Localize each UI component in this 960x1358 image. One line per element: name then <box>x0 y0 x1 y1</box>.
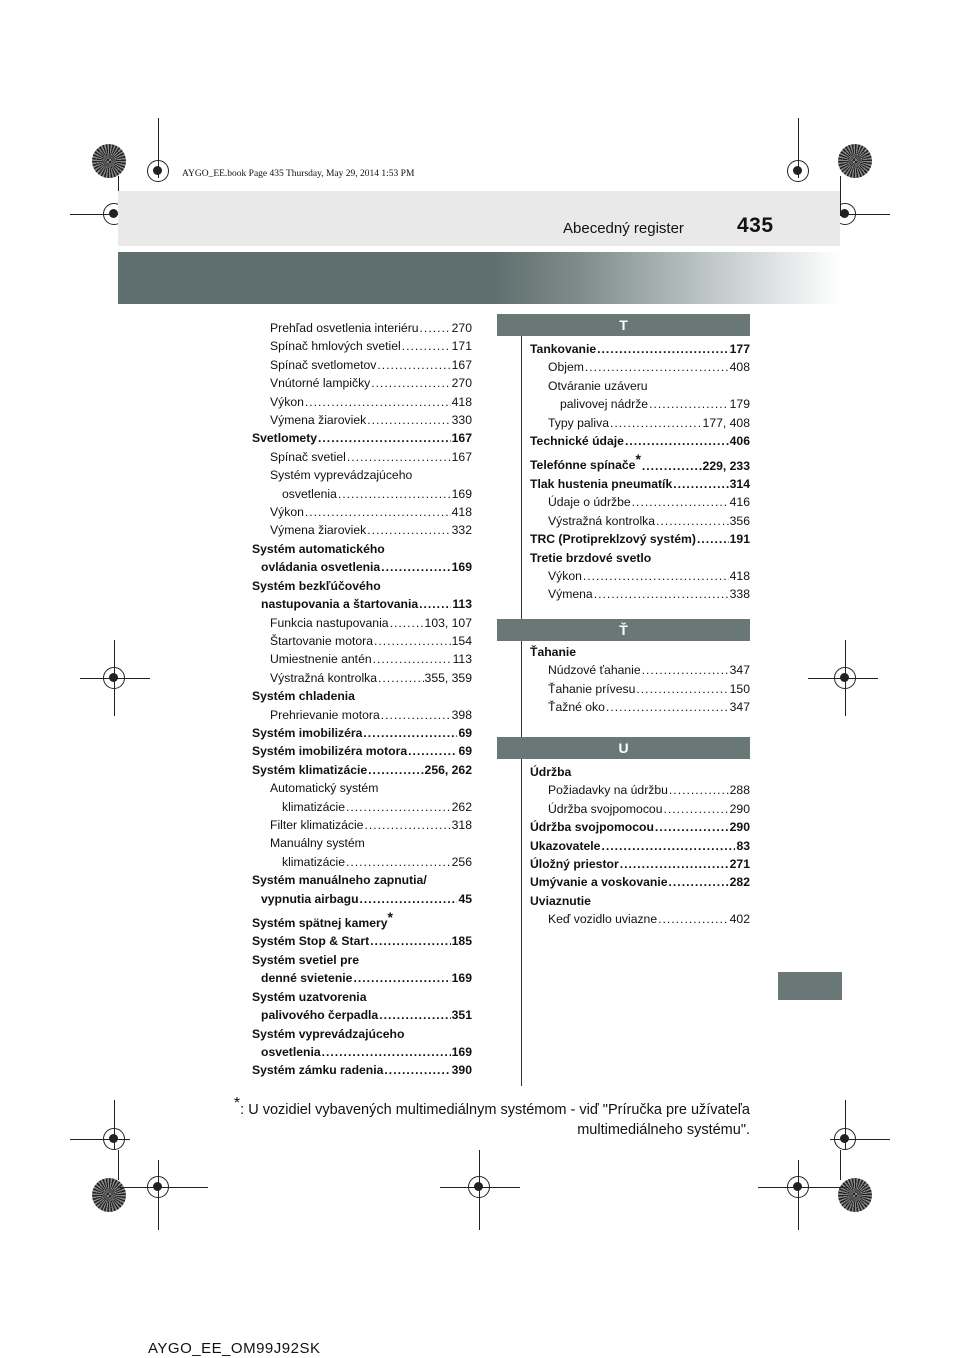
index-entry-page: 256, 262 <box>424 762 472 777</box>
index-entry <box>530 910 750 928</box>
dot-leader <box>346 853 451 871</box>
index-entry <box>530 818 750 836</box>
index-entry-page: 288 <box>729 783 750 798</box>
index-entry-text: Výmena žiaroviek <box>270 523 367 538</box>
dot-leader <box>649 395 729 413</box>
dot-leader <box>585 358 729 376</box>
dot-leader <box>597 340 729 358</box>
index-entry-text: Údržba svojpomocou <box>530 820 654 835</box>
index-entry-text: palivovej nádrže <box>560 397 649 412</box>
index-entry-page: 177, 408 <box>702 415 750 430</box>
index-entry-page: 390 <box>451 1063 472 1078</box>
index-entry-text: Ťahanie <box>530 645 577 659</box>
index-entry-text: Tlak hustenia pneumatík <box>530 476 673 491</box>
index-entry <box>252 521 472 539</box>
index-entry <box>252 853 472 871</box>
index-entry-text: denné svietenie <box>261 971 353 986</box>
index-entry-text: Systém vyprevádzajúceho <box>270 468 413 483</box>
index-entry-text: Spínač hmlových svetiel <box>270 339 401 354</box>
index-entry-page: 83 <box>736 838 750 853</box>
index-entry-text: Systém vyprevádzajúceho <box>252 1026 405 1041</box>
index-entry-text: Filter klimatizácie <box>270 817 364 832</box>
dot-leader <box>346 798 451 816</box>
index-entry-page: 177 <box>729 342 750 356</box>
index-entry <box>252 951 472 969</box>
index-entry-text: Údržba <box>530 765 572 779</box>
index-entry-page: 332 <box>451 523 472 538</box>
index-entry-text: palivového čerpadla <box>261 1008 379 1023</box>
dot-leader <box>370 932 450 950</box>
dot-leader <box>381 558 450 576</box>
index-entry-page: 338 <box>729 587 750 602</box>
index-entry-page: 167 <box>451 357 472 372</box>
index-entry <box>252 393 472 411</box>
index-entry-text: Údržba svojpomocou <box>548 801 663 816</box>
dot-leader <box>636 680 728 698</box>
dot-leader <box>353 969 450 987</box>
dot-leader <box>402 337 451 355</box>
index-entry <box>252 466 472 484</box>
index-entry-page: 171 <box>451 339 472 354</box>
index-entry-page: 290 <box>729 801 750 816</box>
index-entry <box>530 585 750 603</box>
index-entry <box>252 429 472 447</box>
dot-leader <box>379 1006 450 1024</box>
dot-leader <box>381 706 451 724</box>
index-entry-page: 347 <box>729 700 750 715</box>
index-entry-text: Núdzové ťahanie <box>548 663 641 678</box>
index-entry-page: 167 <box>451 449 472 464</box>
index-entry <box>530 414 750 432</box>
dot-leader <box>322 1043 451 1061</box>
index-entry-text: Systém zámku radenia <box>252 1063 384 1078</box>
index-entry-text: Otváranie uzáveru <box>548 378 648 393</box>
index-entry-text: Manuálny systém <box>270 836 365 851</box>
index-entry-page: 256 <box>451 854 472 869</box>
index-entry <box>252 1025 472 1043</box>
index-entry-text: Systém imobilizéra motora <box>252 744 408 759</box>
index-entry-page: 356 <box>729 513 750 528</box>
page-number: 435 <box>737 214 774 237</box>
index-entry <box>530 549 750 567</box>
index-entry-text: Ťahanie prívesu <box>548 681 636 696</box>
dot-leader <box>377 356 450 374</box>
index-entry <box>530 873 750 891</box>
index-entry <box>252 932 472 950</box>
index-entry-text: Objem <box>548 360 584 375</box>
index-entry-text: Systém svetiel pre <box>252 952 360 967</box>
index-entry-page: 416 <box>729 495 750 510</box>
index-entry-page: 418 <box>451 505 472 520</box>
index-entry-text: Výstražná kontrolka <box>548 513 656 528</box>
registration-hatch-icon <box>92 1178 126 1212</box>
dot-leader <box>601 837 735 855</box>
index-entry <box>252 1043 472 1061</box>
index-entry <box>530 661 750 679</box>
index-entry-page: 262 <box>451 799 472 814</box>
index-entry <box>252 988 472 1006</box>
index-entry <box>530 892 750 910</box>
dot-leader <box>390 614 424 632</box>
index-section-u <box>530 763 750 929</box>
index-entry <box>252 650 472 668</box>
dot-leader <box>364 816 450 834</box>
index-entry-page: 69 <box>458 725 472 740</box>
index-entry-text: Automatický systém <box>270 781 379 796</box>
index-entry-page: 408 <box>729 360 750 375</box>
footnote-line-2: multimediálneho systému". <box>577 1121 750 1138</box>
index-entry-page: 179 <box>729 397 750 412</box>
header-gradient-bar <box>118 252 840 304</box>
index-entry <box>530 530 750 548</box>
dot-leader <box>420 319 451 337</box>
index-entry-text: vypnutia airbagu <box>261 891 359 906</box>
index-entry <box>252 816 472 834</box>
dot-leader <box>620 855 729 873</box>
index-entry <box>252 374 472 392</box>
index-entry-text: Systém automatického <box>252 541 385 556</box>
dot-leader <box>305 503 451 521</box>
index-entry-page: 402 <box>729 912 750 927</box>
section-header-t-caron: Ť <box>497 619 750 641</box>
index-entry <box>530 340 750 358</box>
index-entry-text: TRC (Protipreklzový systém) <box>530 532 696 547</box>
index-entry <box>252 890 472 908</box>
dot-leader <box>610 414 702 432</box>
index-entry-page: 351 <box>451 1008 472 1023</box>
index-entry-text: Systém klimatizácie <box>252 762 368 777</box>
index-entry-text: Systém bezkľúčového <box>252 578 381 593</box>
index-entry-text: Svetlomety <box>252 431 318 446</box>
index-entry-page: 418 <box>729 568 750 583</box>
index-entry <box>252 1061 472 1079</box>
index-entry <box>252 503 472 521</box>
index-entry <box>530 358 750 376</box>
index-entry-page: 398 <box>451 707 472 722</box>
index-entry <box>252 319 472 337</box>
footnote-marker: * <box>233 1095 241 1112</box>
dot-leader <box>658 910 729 928</box>
footnote <box>200 1094 750 1140</box>
index-entry-text: Spínač svetiel <box>270 449 346 464</box>
index-entry <box>252 871 472 889</box>
index-entry-text: Keď vozidlo uviazne <box>548 912 658 927</box>
index-entry <box>530 493 750 511</box>
index-entry <box>252 485 472 503</box>
index-entry-text: Výmena žiaroviek <box>270 413 367 428</box>
index-entry-page: 69 <box>458 744 472 759</box>
dot-leader <box>367 411 450 429</box>
index-entry <box>530 680 750 698</box>
index-entry-text: Telefónne spínače* <box>530 451 641 473</box>
dot-leader <box>673 475 728 493</box>
index-entry-text: Ukazovatele <box>530 838 601 853</box>
index-entry <box>530 698 750 716</box>
dot-leader <box>374 632 451 650</box>
index-entry <box>252 411 472 429</box>
index-entry-page: 314 <box>729 476 750 491</box>
dot-leader <box>642 457 702 475</box>
dot-leader <box>583 567 729 585</box>
index-entry <box>252 356 472 374</box>
index-entry <box>252 761 472 779</box>
index-entry-text: Technické údaje <box>530 434 624 449</box>
index-entry-page: 355, 359 <box>424 670 472 685</box>
dot-leader <box>378 669 424 687</box>
index-entry-text: Tankovanie <box>530 342 597 356</box>
index-entry-page: 347 <box>729 663 750 678</box>
index-entry-page: 229, 233 <box>702 458 750 473</box>
index-entry-text: Umývanie a voskovanie <box>530 875 668 890</box>
index-entry <box>252 337 472 355</box>
section-header-u: U <box>497 737 750 759</box>
dot-leader <box>384 1061 450 1079</box>
index-entry <box>252 558 472 576</box>
index-entry-text: Výkon <box>270 394 304 409</box>
index-entry <box>530 837 750 855</box>
dot-leader <box>594 585 729 603</box>
index-entry-text: Štartovanie motora <box>270 633 373 648</box>
index-entry-page: 113 <box>452 597 472 612</box>
index-entry-text: nastupovania a štartovania <box>261 597 419 612</box>
dot-leader <box>606 698 729 716</box>
page-title: Abecedný register <box>563 220 684 237</box>
index-entry <box>252 834 472 852</box>
dot-leader <box>669 873 729 891</box>
index-entry-text: Výkon <box>548 568 582 583</box>
index-entry <box>252 614 472 632</box>
index-entry-text: Výmena <box>548 587 593 602</box>
index-entry-text: ovládania osvetlenia <box>261 560 381 575</box>
index-entry-page: 406 <box>729 434 750 449</box>
index-section-t-caron <box>530 643 750 717</box>
index-entry <box>530 800 750 818</box>
index-entry-text: osvetlenia <box>261 1044 321 1059</box>
index-entry <box>252 595 472 613</box>
index-entry-page: 169 <box>451 971 472 986</box>
index-entry-page: 290 <box>729 820 750 835</box>
column-divider <box>521 314 522 1086</box>
dot-leader <box>642 661 729 679</box>
dot-leader <box>408 742 457 760</box>
index-entry-text: Uviaznutie <box>530 893 591 908</box>
index-entry-page: 270 <box>451 376 472 391</box>
index-section-t <box>530 340 750 604</box>
index-entry <box>252 908 472 932</box>
dot-leader <box>655 818 729 836</box>
index-entry-text: Výstražná kontrolka <box>270 670 378 685</box>
index-entry <box>252 540 472 558</box>
registration-hatch-icon <box>92 144 126 178</box>
index-entry <box>530 567 750 585</box>
thumb-index-tab <box>778 972 842 1000</box>
footnote-line-1: : U vozidiel vybavených multimediálnym systémom - viď "Príručka pre užívateľa <box>240 1101 750 1118</box>
index-column-left <box>252 319 472 1080</box>
index-entry-text: klimatizácie <box>282 854 345 869</box>
index-entry-page: 169 <box>451 560 472 575</box>
dot-leader <box>373 650 452 668</box>
index-entry-text: Systém manuálneho zapnutia/ <box>252 873 427 888</box>
index-entry-page: 282 <box>729 875 750 890</box>
dot-leader <box>669 781 729 799</box>
dot-leader <box>371 374 450 392</box>
index-entry <box>530 855 750 873</box>
index-entry-text: Spínač svetlometov <box>270 357 377 372</box>
index-entry <box>252 969 472 987</box>
dot-leader <box>632 493 729 511</box>
index-entry-text: Prehrievanie motora <box>270 707 380 722</box>
dot-leader <box>368 761 423 779</box>
index-entry-page: 185 <box>451 934 472 949</box>
dot-leader <box>625 432 729 450</box>
index-entry <box>530 781 750 799</box>
index-entry-text: Umiestnenie antén <box>270 652 372 667</box>
index-entry <box>252 798 472 816</box>
index-entry-page: 45 <box>458 891 472 906</box>
index-entry-text: Výkon <box>270 505 304 520</box>
section-header-t: T <box>497 314 750 336</box>
index-entry-text: Ťažné oko <box>548 700 605 715</box>
index-entry-page: 103, 107 <box>424 615 472 630</box>
index-entry-text: Tretie brzdové svetlo <box>530 550 652 565</box>
dot-leader <box>305 393 451 411</box>
registration-hatch-icon <box>838 1178 872 1212</box>
index-entry-text: Systém uzatvorenia <box>252 989 367 1004</box>
dot-leader <box>318 429 451 447</box>
dot-leader <box>697 530 729 548</box>
index-entry <box>252 779 472 797</box>
index-entry-page: 270 <box>451 321 472 335</box>
index-entry <box>530 475 750 493</box>
dot-leader <box>338 485 451 503</box>
index-entry <box>252 742 472 760</box>
index-entry <box>252 577 472 595</box>
index-entry <box>252 687 472 705</box>
index-entry-text: Vnútorné lampičky <box>270 376 371 391</box>
index-entry-text: Požiadavky na údržbu <box>548 783 668 798</box>
index-entry-page: 169 <box>451 486 472 501</box>
index-entry-text: klimatizácie <box>282 799 345 814</box>
index-entry <box>530 432 750 450</box>
index-entry-page: 191 <box>729 532 750 547</box>
dot-leader <box>347 448 451 466</box>
dot-leader <box>367 521 450 539</box>
index-entry <box>530 763 750 781</box>
index-entry-page: 167 <box>451 431 472 446</box>
index-entry <box>252 632 472 650</box>
index-entry <box>530 377 750 395</box>
index-entry-text: Prehľad osvetlenia interiéru <box>270 321 419 335</box>
index-entry-text: Systém chladenia <box>252 689 355 704</box>
dot-leader <box>419 595 451 613</box>
index-entry-text: Systém imobilizéra <box>252 725 363 740</box>
index-entry-text: osvetlenia <box>282 486 337 501</box>
document-code: AYGO_EE_OM99J92SK <box>148 1340 321 1357</box>
index-entry <box>530 450 750 474</box>
header-band <box>118 191 840 246</box>
registration-hatch-icon <box>838 144 872 178</box>
index-entry-text: Údaje o údržbe <box>548 495 631 510</box>
index-entry-page: 271 <box>729 857 750 872</box>
index-entry-text: Úložný priestor <box>530 857 619 872</box>
dot-leader <box>663 800 728 818</box>
index-entry-text: Typy paliva <box>548 415 609 430</box>
index-entry <box>530 395 750 413</box>
index-entry-text: Systém spätnej kamery* <box>252 909 393 931</box>
index-entry <box>252 724 472 742</box>
index-entry-page: 150 <box>729 681 750 696</box>
dot-leader <box>363 724 457 742</box>
index-entry <box>530 512 750 530</box>
index-entry-text: Systém Stop & Start <box>252 934 370 949</box>
index-entry-page: 318 <box>451 817 472 832</box>
index-entry <box>252 448 472 466</box>
index-entry-text: Funkcia nastupovania <box>270 615 389 630</box>
index-entry-page: 330 <box>451 413 472 428</box>
index-entry <box>252 669 472 687</box>
index-entry <box>530 643 750 661</box>
index-entry-page: 169 <box>451 1044 472 1059</box>
index-entry-page: 113 <box>452 652 472 667</box>
dot-leader <box>360 890 458 908</box>
index-entry-page: 418 <box>451 394 472 409</box>
index-entry <box>252 1006 472 1024</box>
dot-leader <box>656 512 729 530</box>
index-entry-page: 154 <box>451 633 472 648</box>
index-entry <box>252 706 472 724</box>
file-info-tag: AYGO_EE.book Page 435 Thursday, May 29, 2014 1:53 PM <box>178 168 418 180</box>
